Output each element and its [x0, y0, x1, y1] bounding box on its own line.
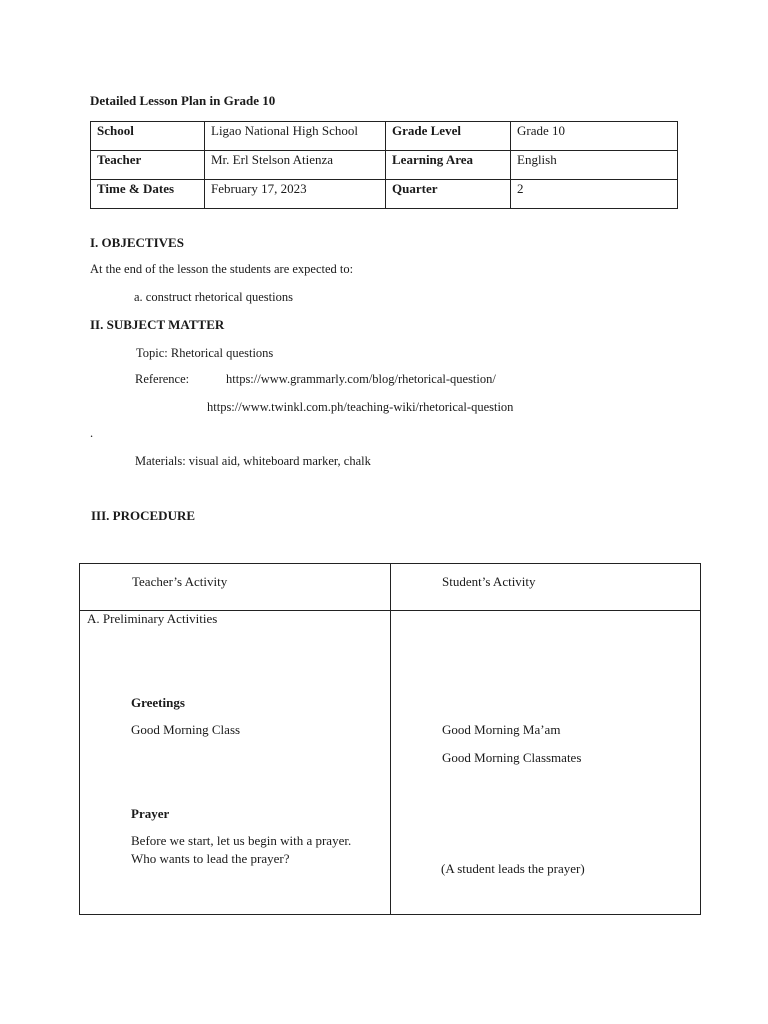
reference-link-2[interactable]: https://www.twinkl.com.ph/teaching-wiki/rhetorical-question	[207, 400, 514, 414]
grade-level-label: Grade Level	[386, 122, 511, 151]
procedure-table	[79, 563, 701, 915]
preliminary-activities-label: A. Preliminary Activities	[87, 611, 218, 626]
greetings-heading: Greetings	[131, 695, 185, 710]
learning-area-value: English	[511, 151, 678, 180]
teacher-value: Mr. Erl Stelson Atienza	[205, 151, 386, 180]
procedure-heading: III. PROCEDURE	[91, 508, 196, 523]
quarter-value: 2	[511, 180, 678, 209]
table-row	[91, 151, 678, 180]
grade-level-value: Grade 10	[511, 122, 678, 151]
time-dates-label: Time & Dates	[91, 180, 205, 209]
table-row	[91, 180, 678, 209]
reference-link-1[interactable]: https://www.grammarly.com/blog/rhetorical-question/	[226, 372, 496, 386]
quarter-label: Quarter	[386, 180, 511, 209]
teacher-label: Teacher	[91, 151, 205, 180]
stray-dot: .	[90, 426, 94, 440]
greetings-student-line-1: Good Morning Ma’am	[442, 722, 561, 737]
prayer-teacher-line-2: Who wants to lead the prayer?	[131, 851, 290, 866]
objectives-intro: At the end of the lesson the students are expected to:	[90, 262, 354, 276]
prayer-heading: Prayer	[131, 806, 170, 821]
topic-text: Topic: Rhetorical questions	[136, 346, 274, 360]
greetings-student-line-2: Good Morning Classmates	[442, 750, 582, 765]
greetings-teacher-line: Good Morning Class	[131, 722, 241, 737]
subject-matter-heading: II. SUBJECT MATTER	[90, 317, 225, 332]
objective-item-a: a. construct rhetorical questions	[134, 290, 293, 304]
prayer-student-line: (A student leads the prayer)	[441, 861, 585, 876]
time-dates-value: February 17, 2023	[205, 180, 386, 209]
materials-text: Materials: visual aid, whiteboard marker, chalk	[135, 454, 371, 468]
teacher-activity-header: Teacher’s Activity	[132, 574, 228, 589]
school-value: Ligao National High School	[205, 122, 386, 151]
school-label: School	[91, 122, 205, 151]
column-divider	[390, 564, 391, 914]
learning-area-label: Learning Area	[386, 151, 511, 180]
lesson-info-table	[90, 121, 678, 209]
prayer-teacher-line-1: Before we start, let us begin with a prayer.	[131, 833, 352, 848]
objectives-heading: I. OBJECTIVES	[90, 235, 184, 250]
student-activity-header: Student’s Activity	[442, 574, 536, 589]
table-row	[91, 122, 678, 151]
reference-label: Reference:	[135, 372, 190, 386]
page-title: Detailed Lesson Plan in Grade 10	[90, 93, 276, 108]
